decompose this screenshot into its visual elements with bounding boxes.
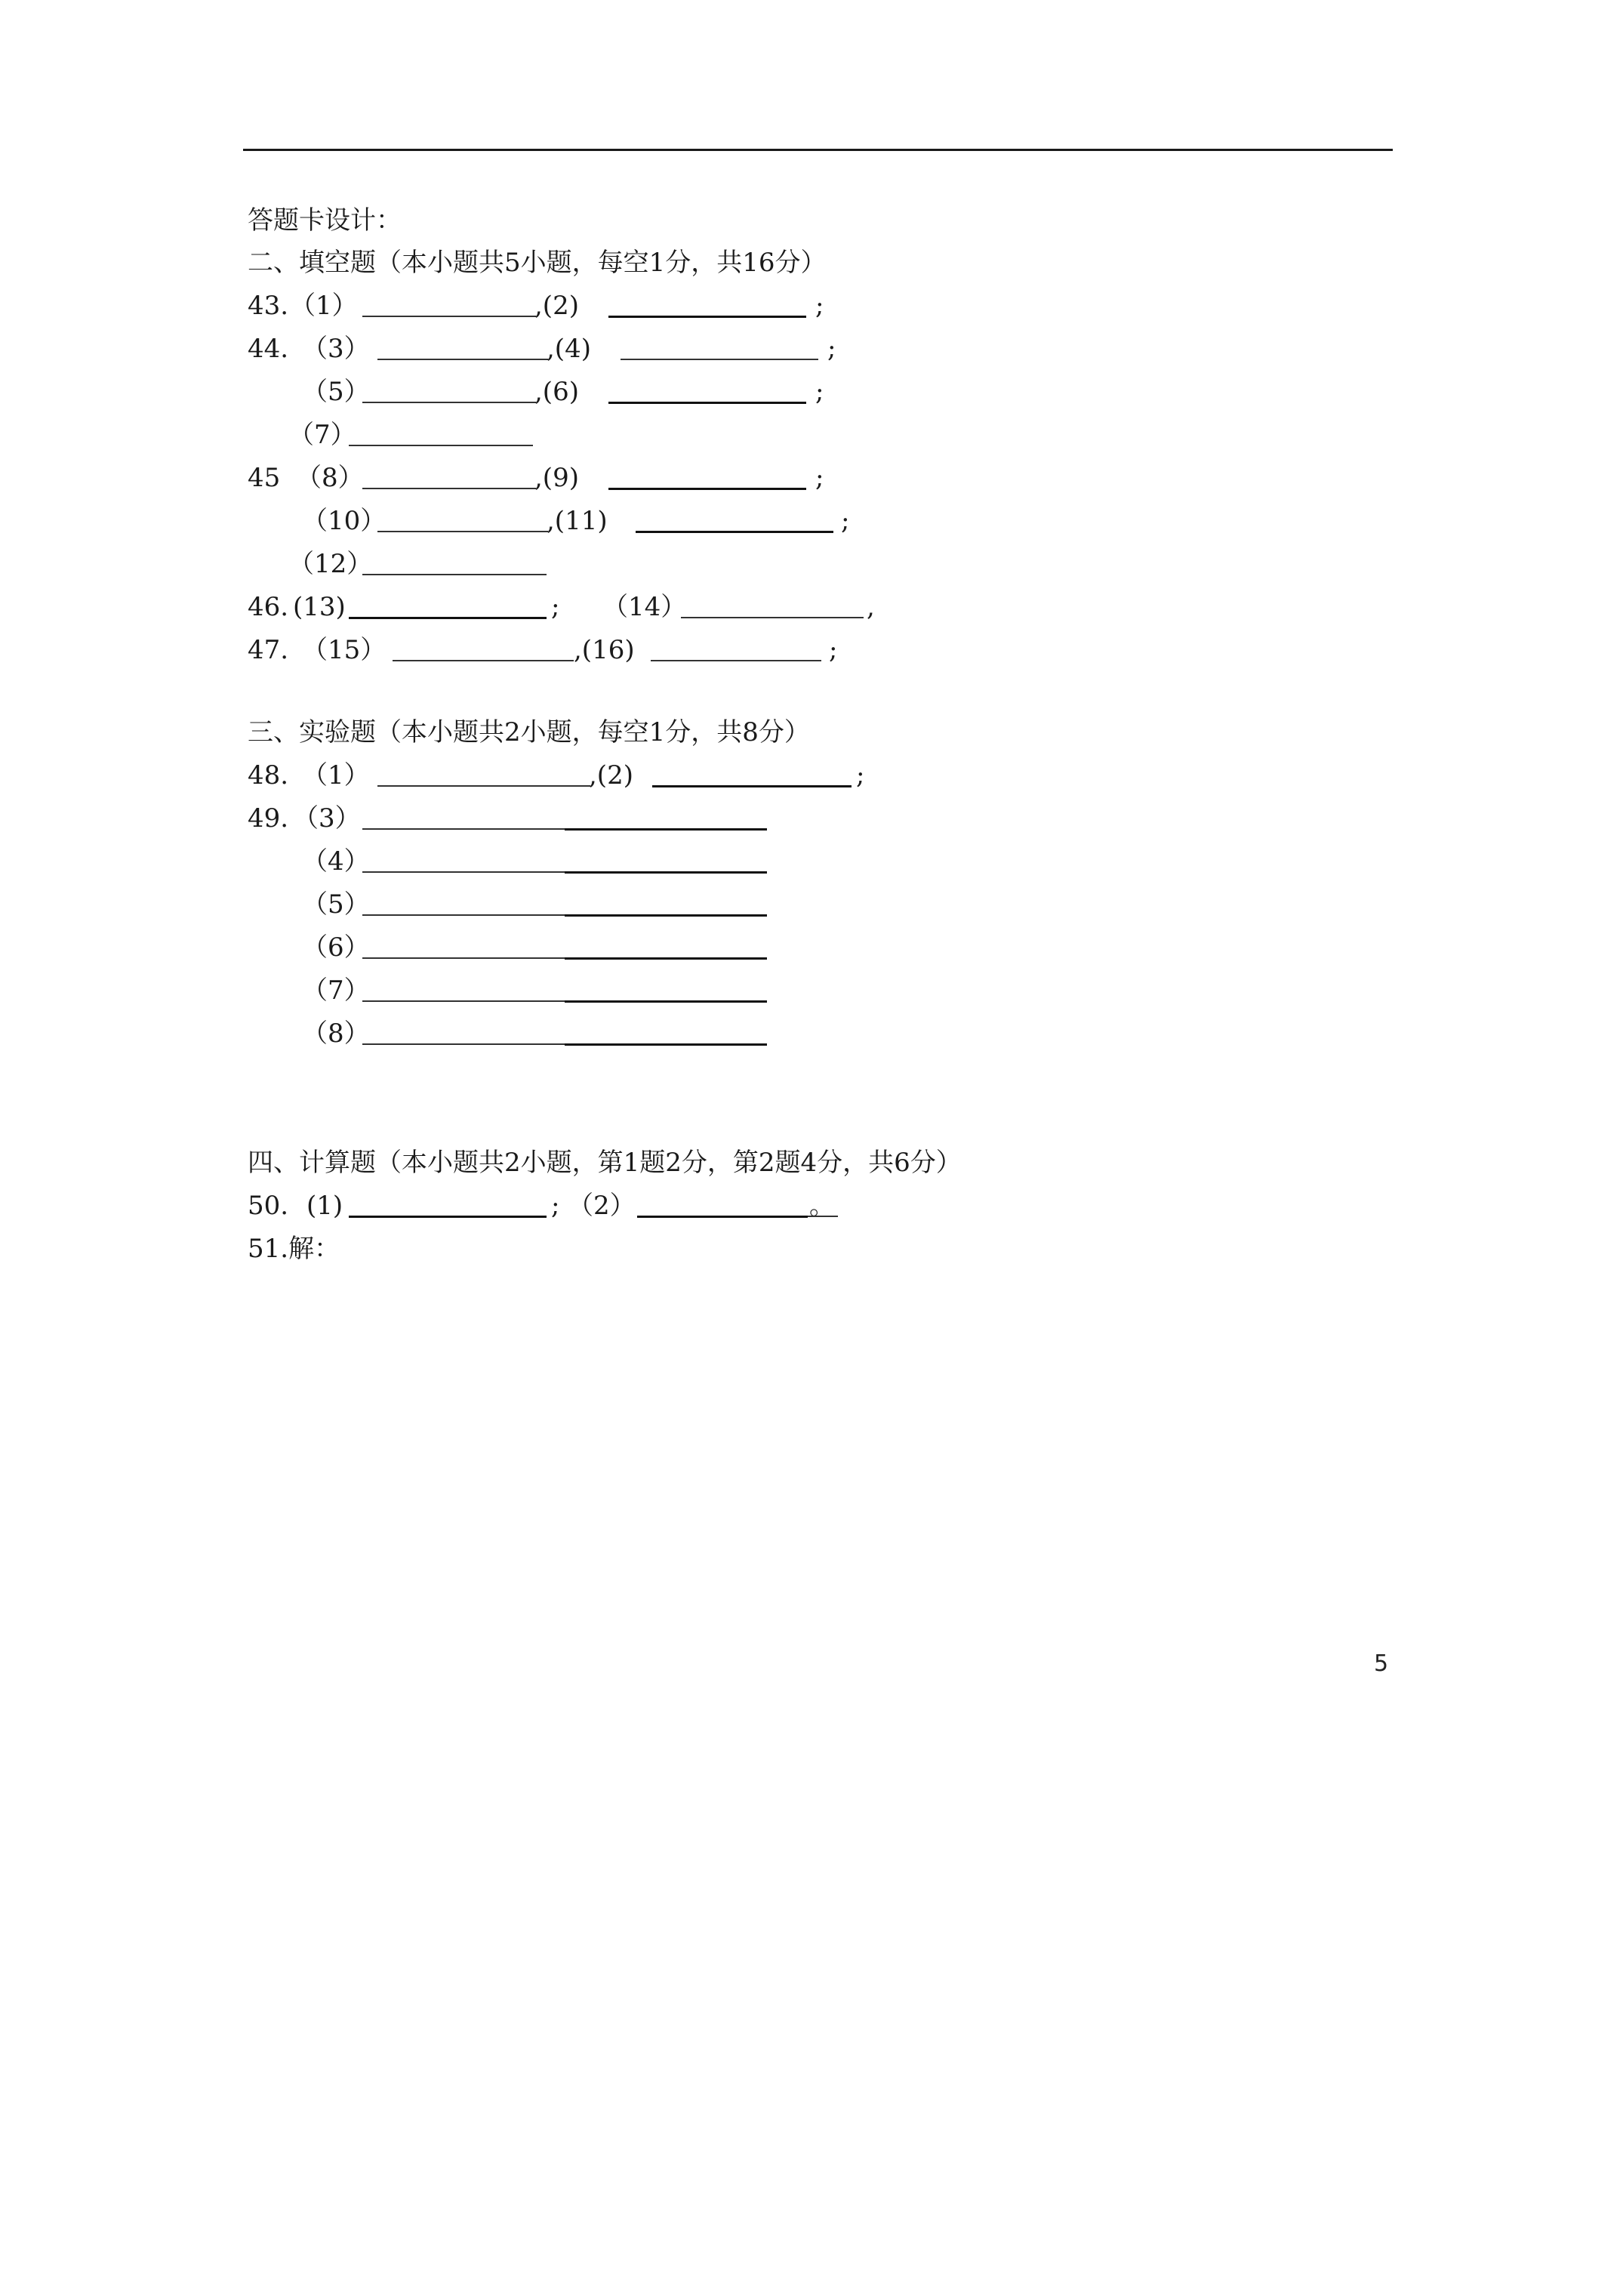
answer-blank-2[interactable] bbox=[652, 785, 852, 787]
page-title-text: 答题卡设计： bbox=[248, 205, 402, 236]
answer-blank-14[interactable] bbox=[681, 617, 864, 618]
answer-blank-6a[interactable] bbox=[362, 957, 566, 959]
answer-blank-9[interactable] bbox=[608, 488, 806, 490]
blank-label-7: （7） bbox=[288, 420, 356, 450]
blank-label-13: (13) bbox=[293, 592, 346, 622]
answer-blank-15[interactable] bbox=[393, 660, 574, 661]
punctuation: , bbox=[867, 592, 875, 622]
answer-blank-4[interactable] bbox=[621, 359, 818, 360]
answer-blank-2-tail bbox=[808, 1216, 838, 1217]
punctuation: ; bbox=[551, 592, 560, 622]
answer-blank-8[interactable] bbox=[362, 488, 536, 489]
punctuation: ; bbox=[815, 377, 824, 407]
blank-label-8: （8） bbox=[302, 1019, 370, 1049]
question-51-label: 51.解： bbox=[248, 1234, 340, 1264]
answer-blank-3a[interactable] bbox=[362, 828, 566, 830]
punctuation: ; bbox=[829, 635, 838, 665]
blank-label-9: ,(9) bbox=[534, 463, 579, 493]
blank-label-14: （14） bbox=[602, 592, 687, 622]
header-rule bbox=[243, 149, 1393, 151]
punctuation: 。 bbox=[809, 1191, 835, 1221]
question-number: 45 bbox=[248, 463, 281, 493]
section-2-heading-text: 二、填空题（本小题共5小题，每空1分，共16分） bbox=[248, 248, 827, 278]
answer-blank-3b[interactable] bbox=[565, 828, 767, 831]
blank-label-2: ,(2) bbox=[534, 291, 579, 321]
punctuation: ; bbox=[827, 334, 836, 364]
blank-label-15: （15） bbox=[302, 635, 387, 665]
blank-label-7: （7） bbox=[302, 975, 370, 1006]
answer-blank-4b[interactable] bbox=[565, 871, 767, 874]
punctuation: ; bbox=[815, 463, 824, 493]
blank-label-1: (1) bbox=[306, 1191, 343, 1221]
blank-label-11: ,(11) bbox=[547, 506, 608, 536]
punctuation: ; bbox=[551, 1191, 560, 1221]
blank-label-6: （6） bbox=[302, 932, 370, 963]
question-number: 48. bbox=[248, 760, 289, 791]
blank-label-4: ,(4) bbox=[547, 334, 591, 364]
page-number: 5 bbox=[1374, 1650, 1389, 1677]
answer-blank-6b[interactable] bbox=[565, 957, 767, 960]
question-number: 50. bbox=[248, 1191, 289, 1221]
answer-blank-2[interactable] bbox=[637, 1216, 808, 1218]
answer-blank-1[interactable] bbox=[377, 785, 590, 787]
section-3-heading-text: 三、实验题（本小题共2小题，每空1分，共8分） bbox=[248, 717, 810, 747]
answer-blank-7a[interactable] bbox=[362, 1000, 566, 1002]
answer-blank-16[interactable] bbox=[651, 660, 821, 661]
punctuation: ; bbox=[841, 506, 850, 536]
answer-blank-2[interactable] bbox=[608, 316, 806, 318]
blank-label-1: （1） bbox=[290, 291, 358, 321]
blank-label-16: ,(16) bbox=[574, 635, 635, 665]
answer-blank-12[interactable] bbox=[362, 574, 547, 575]
answer-blank-8b[interactable] bbox=[565, 1043, 767, 1046]
answer-blank-11[interactable] bbox=[636, 531, 833, 533]
question-number: 43. bbox=[248, 291, 289, 321]
blank-label-6: ,(6) bbox=[534, 377, 579, 407]
blank-label-2: ,(2) bbox=[589, 760, 633, 791]
answer-blank-5a[interactable] bbox=[362, 914, 566, 916]
punctuation: ; bbox=[815, 291, 824, 321]
answer-blank-1[interactable] bbox=[362, 316, 536, 317]
blank-label-3: （3） bbox=[293, 803, 361, 834]
answer-blank-7[interactable] bbox=[349, 445, 533, 446]
section-4-heading-text: 四、计算题（本小题共2小题，第1题2分，第2题4分，共6分） bbox=[248, 1148, 962, 1178]
answer-blank-1[interactable] bbox=[349, 1216, 547, 1218]
answer-blank-8a[interactable] bbox=[362, 1043, 566, 1045]
question-number: 47. bbox=[248, 635, 289, 665]
question-number: 49. bbox=[248, 803, 289, 834]
answer-blank-5b[interactable] bbox=[565, 914, 767, 917]
answer-blank-13[interactable] bbox=[349, 617, 547, 619]
blank-label-1: （1） bbox=[302, 760, 370, 791]
answer-blank-3[interactable] bbox=[377, 359, 548, 360]
answer-blank-4a[interactable] bbox=[362, 871, 566, 873]
answer-blank-6[interactable] bbox=[608, 402, 806, 404]
question-number: 44. bbox=[248, 334, 289, 364]
blank-label-2: （2） bbox=[568, 1191, 636, 1221]
answer-blank-5[interactable] bbox=[362, 402, 536, 403]
blank-label-3: （3） bbox=[302, 334, 370, 364]
answer-blank-10[interactable] bbox=[377, 531, 548, 532]
blank-label-8: （8） bbox=[296, 463, 364, 493]
question-number: 46. bbox=[248, 592, 289, 622]
blank-label-4: （4） bbox=[302, 846, 370, 877]
blank-label-12: （12） bbox=[288, 549, 373, 579]
blank-label-10: （10） bbox=[302, 506, 387, 536]
blank-label-5: （5） bbox=[302, 377, 370, 407]
punctuation: ; bbox=[856, 760, 865, 791]
answer-blank-7b[interactable] bbox=[565, 1000, 767, 1003]
blank-label-5: （5） bbox=[302, 889, 370, 920]
